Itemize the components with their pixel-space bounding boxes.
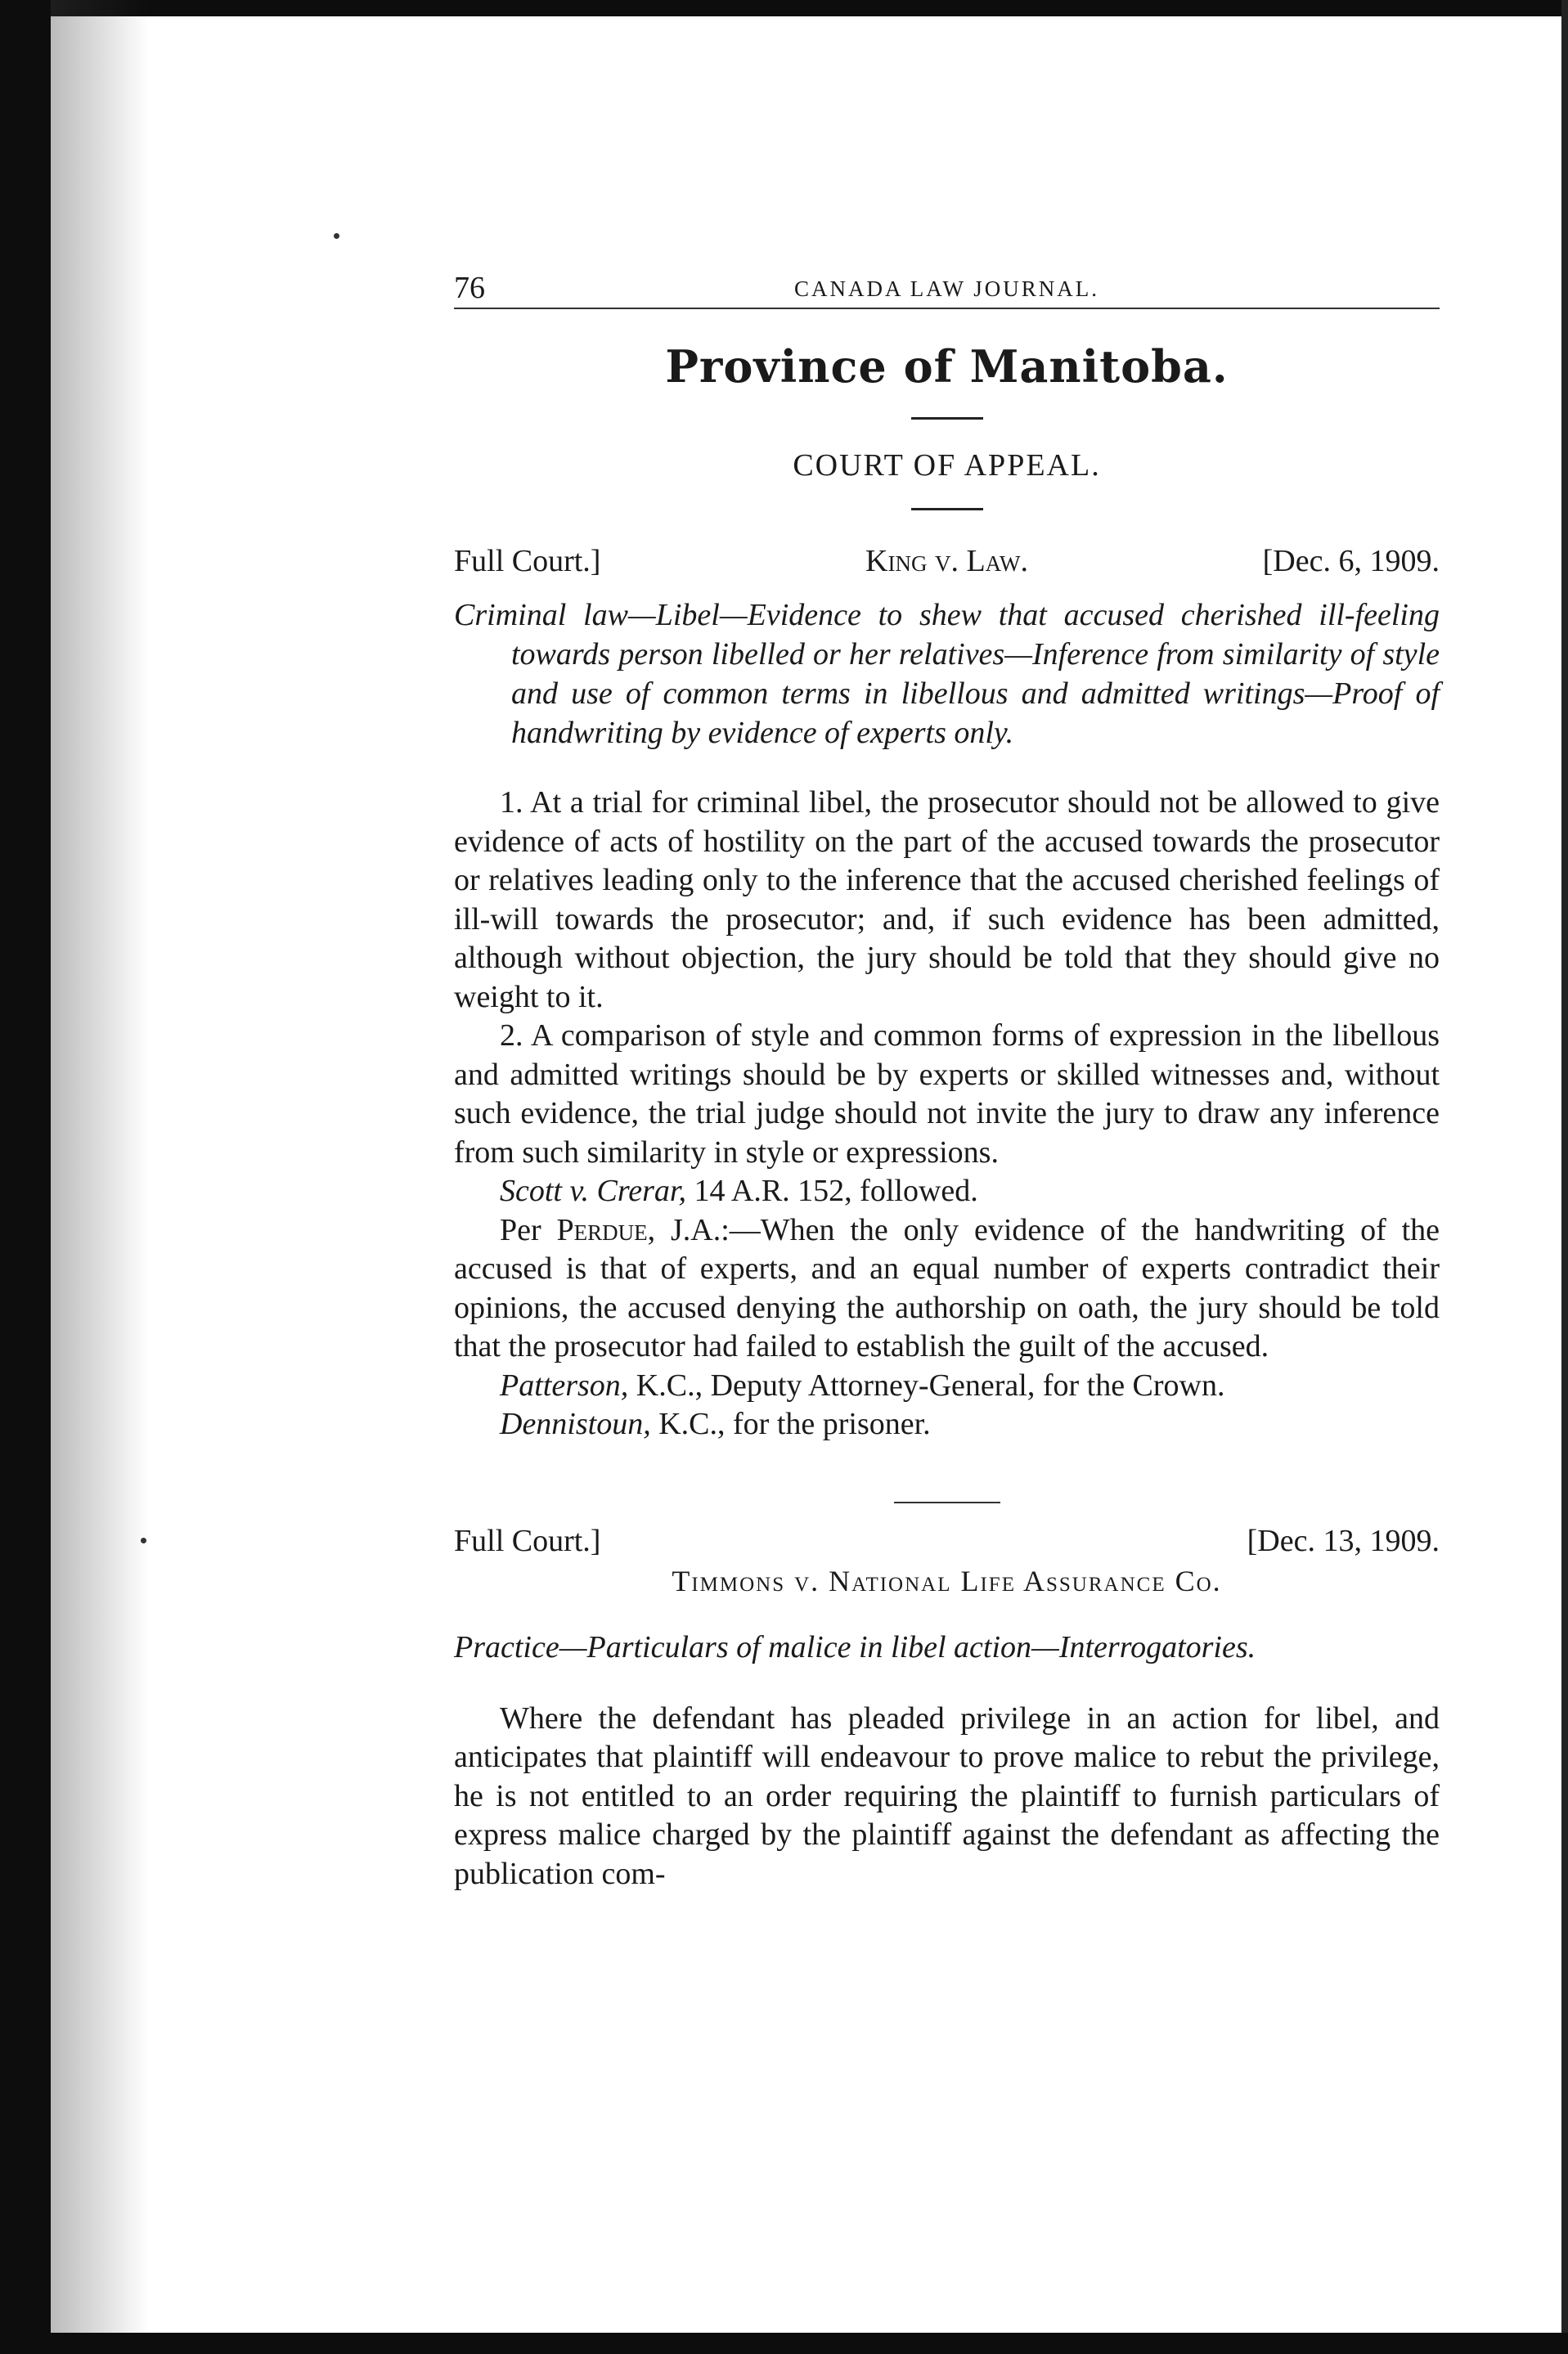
case1-header <box>454 543 1440 584</box>
court-heading: COURT OF APPEAL. <box>793 448 1101 483</box>
per-prefix: Per <box>500 1212 541 1247</box>
section-title: Province of Manitoba. <box>665 340 1229 393</box>
running-head <box>454 262 1440 309</box>
scan-edge-shadow <box>51 0 149 2354</box>
case1-per-judge-paragraph <box>454 1211 1440 1367</box>
per-judge-text: J.A.:—When the only evidence of the handwriting of the accused is that of experts, and an equal number of experts contradict their opinions, the accused denying the authorship on oath, the jury should be told that the prosecutor had failed to establish the guilt of the accused. <box>454 1212 1440 1363</box>
page-number: 76 <box>454 271 485 305</box>
case2-header <box>454 1523 1440 1564</box>
counsel-name: Patterson, <box>500 1368 629 1403</box>
case1-counsel-prisoner <box>454 1405 1440 1444</box>
case2-headnote: Practice—Particulars of malice in libel action—Interrogatories. <box>454 1629 1256 1664</box>
case1-headnote: Criminal law—Libel—Evidence to shew that accused cherished ill-feeling towards person libelled or her relatives—Inference from similarity of style and use of common terms in libellous and admitted writings—Proof of handwriting by evidence of experts only. <box>454 598 1440 750</box>
case2-title: Timmons v. National Life Assurance Co. <box>672 1564 1222 1597</box>
case1-citation <box>454 1172 1440 1211</box>
case1-counsel-crown <box>454 1367 1440 1406</box>
scan-speck <box>334 233 339 239</box>
citation-case-name: Scott v. Crerar, <box>500 1174 686 1208</box>
counsel-role: K.C., Deputy Attorney-General, for the Crown. <box>636 1368 1225 1403</box>
page-content <box>454 262 1440 1894</box>
case2-paragraph-1: Where the defendant has pleaded privilege in an action for libel, and anticipates that plaintiff will endeavour to prove malice to rebut the privilege, he is not entitled to an order requiring the plaintiff to furnish particulars of express malice charged by the plaintiff against the defendant as affecting the publication com- <box>454 1700 1440 1891</box>
case2-bench: Full Court.] <box>454 1523 601 1558</box>
case2-date: [Dec. 13, 1909. <box>1247 1523 1440 1558</box>
divider <box>911 417 983 420</box>
citation-reference: 14 A.R. 152, followed. <box>694 1174 978 1208</box>
counsel-role: K.C., for the prisoner. <box>658 1407 931 1441</box>
divider <box>911 508 983 510</box>
judge-name: Perdue, <box>556 1212 656 1247</box>
scan-edge-right <box>1561 0 1568 2354</box>
case1-bench: Full Court.] <box>454 544 601 578</box>
scan-edge-left <box>0 0 51 2354</box>
scan-edge-bottom <box>0 2333 1568 2354</box>
case1-paragraph-1: 1. At a trial for criminal libel, the prosecutor should not be allowed to give evidence of acts of hostility on the part of the accused towards the prosecutor or relatives leading only to the inference that the accused cherished feelings of ill-will towards the prosecutor; and, if such evidence has been admitted, although without objection, the jury should be told that they should give no weight to it. <box>454 785 1440 1014</box>
case-divider <box>894 1502 1000 1503</box>
scan-speck <box>141 1538 146 1543</box>
case1-date: [Dec. 6, 1909. <box>1262 544 1440 578</box>
journal-title: CANADA LAW JOURNAL. <box>793 276 1100 301</box>
case1-title: King v. Law. <box>865 544 1028 578</box>
case1-paragraph-2: 2. A comparison of style and common forms of expression in the libellous and admitted writings should be by experts or skilled witnesses and, without such evidence, the trial judge should not invite the jury to draw any inference from such similarity in style or expressions. <box>454 1018 1440 1170</box>
counsel-name: Dennistoun, <box>500 1407 651 1441</box>
scan-edge-top <box>0 0 1568 16</box>
